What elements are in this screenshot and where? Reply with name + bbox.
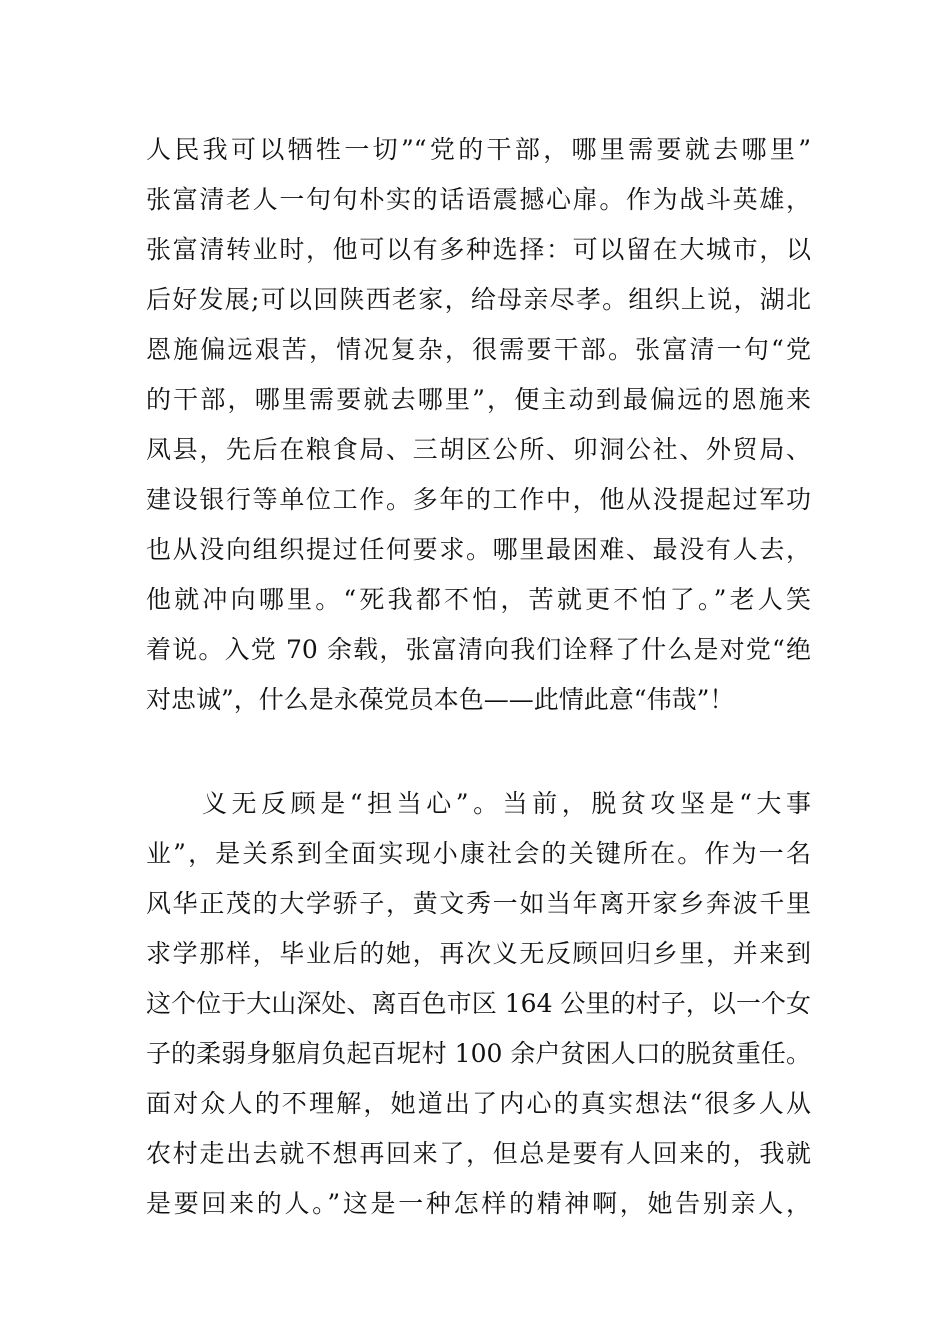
text-line: 凤县，先后在粮食局、三胡区公所、卯洞公社、外贸局、	[146, 435, 811, 464]
paragraph-zhang-fuqing	[146, 125, 811, 725]
text-line: 农村走出去就不想再回来了，但总是要有人回来的，我就	[146, 1139, 811, 1168]
text-line: 的干部，哪里需要就去哪里”，便主动到最偏远的恩施来	[146, 385, 811, 414]
text-line: 着说。入党 70 余载，张富清向我们诠释了什么是对党“绝	[146, 635, 811, 664]
text-line: 义无反顾是“担当心”。当前，脱贫攻坚是“大事	[202, 789, 811, 818]
text-line: 建设银行等单位工作。多年的工作中，他从没提起过军功	[146, 485, 811, 514]
text-line: 他就冲向哪里。“死我都不怕，苦就更不怕了。”老人笑	[146, 585, 811, 614]
paragraph-huang-wenxiu	[146, 779, 811, 1229]
text-line: 是要回来的人。”这是一种怎样的精神啊，她告别亲人，	[146, 1189, 811, 1218]
text-line: 也从没向组织提过任何要求。哪里最困难、最没有人去，	[146, 535, 811, 564]
text-line: 恩施偏远艰苦，情况复杂，很需要干部。张富清一句“党	[146, 335, 811, 364]
text-line: 后好发展;可以回陕西老家，给母亲尽孝。组织上说，湖北	[146, 285, 811, 314]
text-line: 面对众人的不理解，她道出了内心的真实想法“很多人从	[146, 1089, 811, 1118]
text-line: 人民我可以牺牲一切”“党的干部，哪里需要就去哪里”	[146, 135, 811, 164]
text-line: 张富清老人一句句朴实的话语震撼心扉。作为战斗英雄，	[146, 185, 811, 214]
text-line: 对忠诚”，什么是永葆党员本色——此情此意“伟哉”！	[146, 685, 735, 714]
text-line: 这个位于大山深处、离百色市区 164 公里的村子，以一个女	[146, 989, 811, 1018]
text-line: 业”，是关系到全面实现小康社会的关键所在。作为一名	[146, 839, 811, 868]
text-line: 张富清转业时，他可以有多种选择：可以留在大城市，以	[146, 235, 811, 264]
text-line: 求学那样，毕业后的她，再次义无反顾回归乡里，并来到	[146, 939, 811, 968]
text-line: 风华正茂的大学骄子，黄文秀一如当年离开家乡奔波千里	[146, 889, 811, 918]
text-line: 子的柔弱身躯肩负起百坭村 100 余户贫困人口的脱贫重任。	[146, 1039, 811, 1068]
